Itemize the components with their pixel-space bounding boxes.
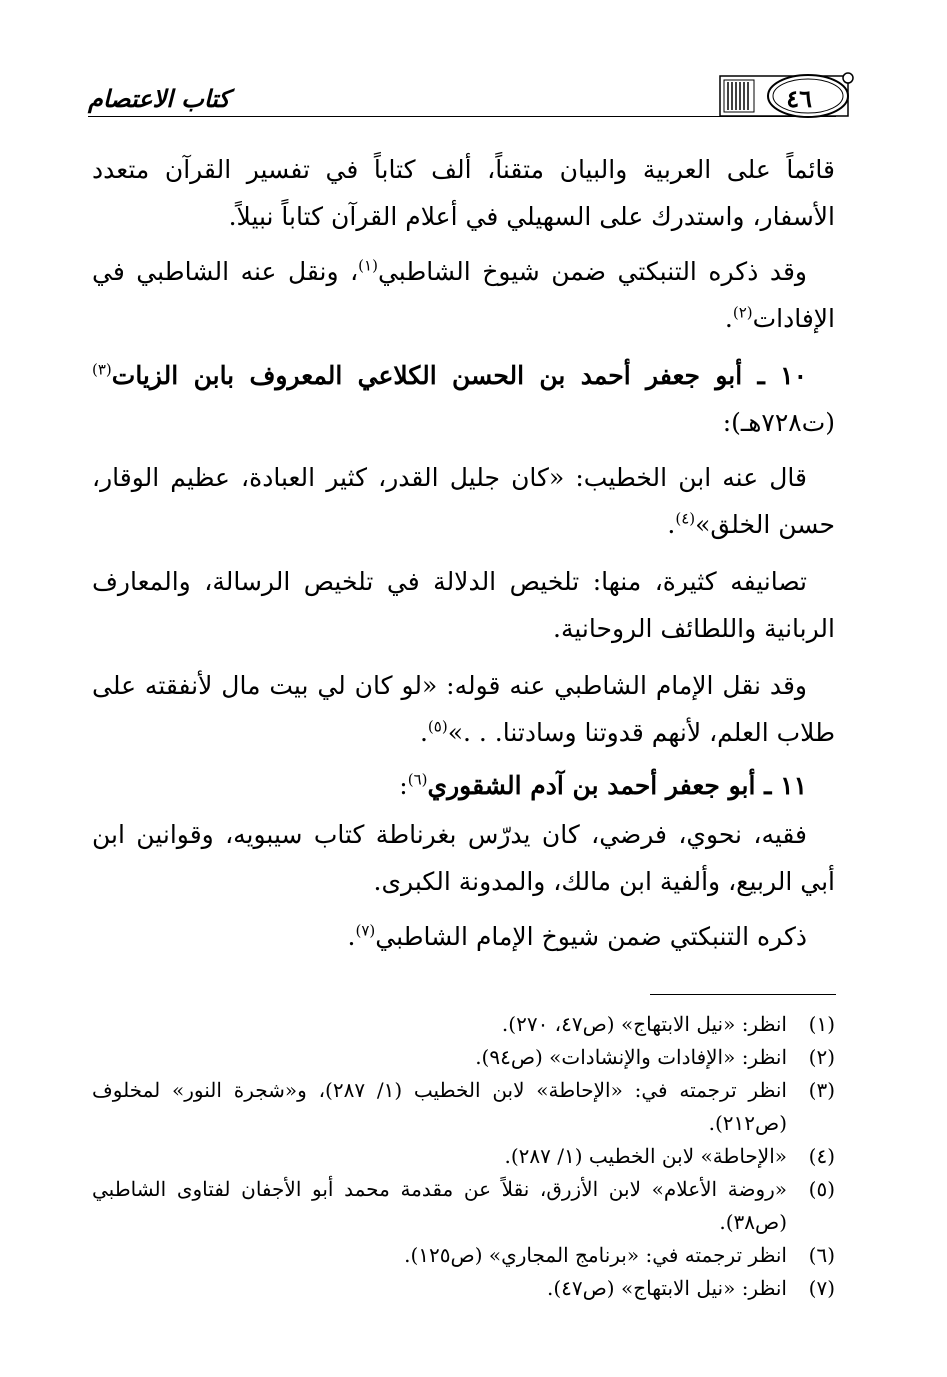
paragraph: وقد ذكره التنبكتي ضمن شيوخ الشاطبي$^{(١)}$، ونقل عنه الشاطبي في الإفادات$^{(٢)}$. xyxy=(92,256,835,333)
footnote-ref: (٦) xyxy=(407,770,428,789)
footnote: (٦) انظر ترجمته في: «برنامج المجاري» (ص١٢٥). xyxy=(404,1243,835,1267)
footnote-ref: (٣) xyxy=(92,360,112,379)
footnote-ref: (٢) xyxy=(732,303,753,322)
footnote-ref: (٤) xyxy=(675,509,696,528)
footnote: (٣) انظر ترجمته في: «الإحاطة» لابن الخطيب (١/ ٢٨٧)، و«شجرة النور» لمخلوف (ص٢١٢). xyxy=(92,1078,835,1135)
book-title: كتاب الاعتصام xyxy=(88,84,230,113)
footnote: (٧) انظر: «نيل الابتهاج» (ص٤٧). xyxy=(546,1276,835,1300)
footnote: (٤) «الإحاطة» لابن الخطيب (١/ ٢٨٧). xyxy=(504,1144,835,1168)
footnote-ref: (١) xyxy=(358,256,378,275)
footnote: (١) انظر: «نيل الابتهاج» (ص٤٧، ٢٧٠). xyxy=(501,1012,835,1036)
section-heading: ١٠ ـ أبو جعفر أحمد بن الحسن الكلاعي المعروف بابن الزيات$^{(٣)}$ (ت٧٢٨هـ): xyxy=(92,360,835,437)
page-number: ٤٦ xyxy=(786,84,812,113)
footnotes xyxy=(92,1008,835,1305)
paragraph: فقيه، نحوي، فرضي، كان يدرّس بغرناطة كتاب سيبويه، وقوانين ابن أبي الربيع، وألفية ابن مالك، والمدونة الكبرى. xyxy=(92,820,835,896)
paragraph: قال عنه ابن الخطيب: «كان جليل القدر، كثير العبادة، عظيم الوقار، حسن الخلق»$^{(٤)}$. xyxy=(92,463,835,539)
footnote: (٢) انظر: «الإفادات والإنشادات» (ص٩٤). xyxy=(475,1045,835,1069)
footnote-ref: (٥) xyxy=(427,717,448,736)
footnote-separator xyxy=(650,994,836,995)
page-header xyxy=(88,70,856,128)
paragraph: ذكره التنبكتي ضمن شيوخ الإمام الشاطبي$^{(٧)}$. xyxy=(347,921,807,951)
footnote: (٥) «روضة الأعلام» لابن الأزرق، نقلاً عن مقدمة محمد أبو الأجفان لفتاوى الشاطبي (ص٣٨). xyxy=(92,1177,835,1234)
paragraph: وقد نقل الإمام الشاطبي عنه قوله: «لو كان لي بيت مال لأنفقته على طلاب العلم، لأنهم قدوتنا وسادتنا. . .»$^{(٥)}$. xyxy=(92,671,835,747)
paragraph: تصانيفه كثيرة، منها: تلخيص الدلالة في تلخيص الرسالة، والمعارف الربانية واللطائف الروحانية. xyxy=(92,567,835,643)
paragraph: قائماً على العربية والبيان متقناً، ألف كتاباً في تفسير القرآن متعدد الأسفار، واستدرك على السهيلي في أعلام القرآن كتاباً نبيلاً. xyxy=(92,155,835,231)
section-heading: ١١ ـ أبو جعفر أحمد بن آدم الشقوري$^{(٦)}$: xyxy=(399,770,807,800)
footnote-ref: (٧) xyxy=(355,921,376,940)
main-text xyxy=(92,146,835,960)
